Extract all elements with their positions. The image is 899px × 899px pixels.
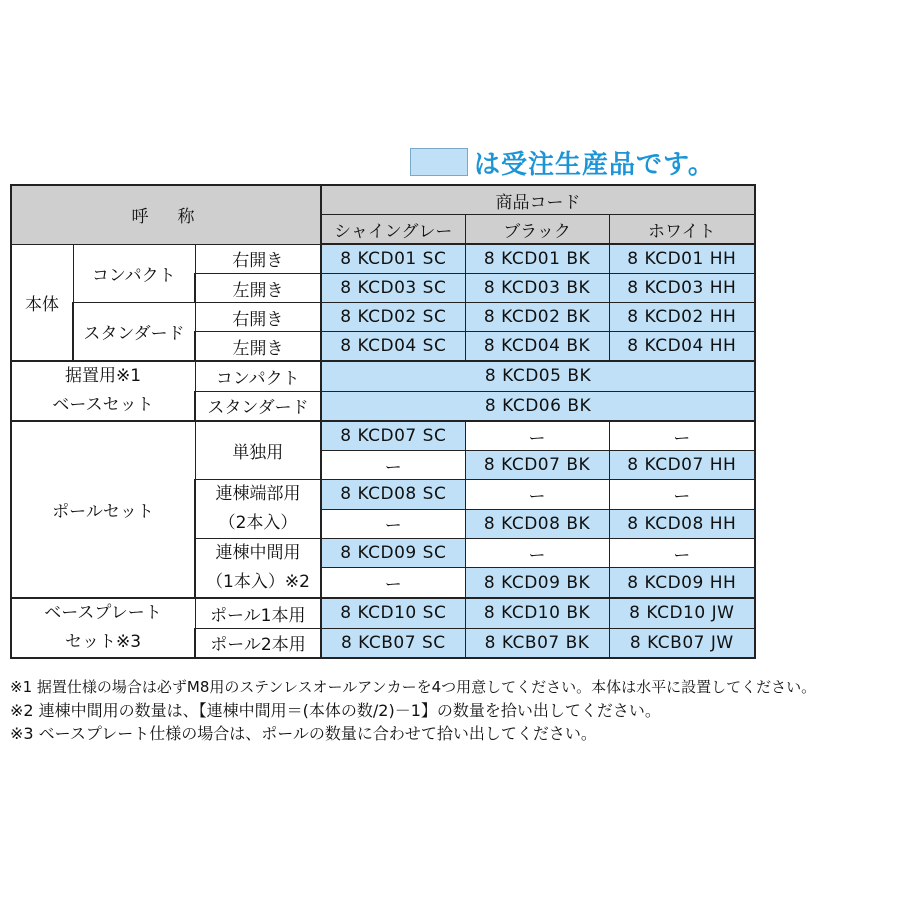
code-cell: 8 KCD05 BK — [321, 361, 755, 391]
code-cell: 8 KCD03 HH — [609, 274, 755, 303]
footnote-3: ※3 ベースプレート仕様の場合は、ポールの数量に合わせて拾い出してください。 — [10, 724, 597, 743]
main-compact-label: コンパクト — [73, 244, 195, 303]
open-right-label: 右開き — [195, 303, 321, 332]
dash-cell: ー — [321, 568, 465, 598]
dash-cell: ー — [609, 480, 755, 510]
header-color-white: ホワイト — [609, 215, 755, 245]
main-standard-label: スタンダード — [73, 303, 195, 362]
footnotes — [10, 676, 816, 745]
pole-end-label-line1: 連棟端部用 — [215, 484, 301, 504]
open-left-label: 左開き — [195, 332, 321, 362]
base-plate-label-line2: セット※3 — [64, 632, 142, 652]
code-cell: 8 KCD10 JW — [609, 598, 755, 628]
code-cell: 8 KCD01 HH — [609, 244, 755, 274]
header-name: 呼 称 — [11, 185, 321, 244]
code-cell: 8 KCD06 BK — [321, 391, 755, 421]
dash-cell: ー — [465, 421, 609, 451]
code-cell: 8 KCD01 SC — [321, 244, 465, 274]
header-color-grey: シャイングレー — [321, 215, 465, 245]
base-set-label-line1: 据置用※1 — [64, 366, 142, 386]
legend-text: は受注生産品です。 — [474, 149, 715, 180]
code-cell: 8 KCD09 SC — [321, 539, 465, 568]
code-cell: 8 KCD04 SC — [321, 332, 465, 362]
product-code-table — [10, 184, 756, 659]
code-cell: 8 KCD10 BK — [465, 598, 609, 628]
code-cell: 8 KCD03 SC — [321, 274, 465, 303]
dash-cell: ー — [465, 480, 609, 510]
base-set-label-line2: ベースセット — [52, 395, 154, 415]
pole-end-label — [195, 480, 321, 539]
pole-mid-label — [195, 539, 321, 599]
pole-end-label-line2: （2本入） — [218, 513, 298, 533]
code-cell: 8 KCD09 BK — [465, 568, 609, 598]
code-cell: 8 KCD04 BK — [465, 332, 609, 362]
code-cell: 8 KCD02 SC — [321, 303, 465, 332]
code-cell: 8 KCD08 BK — [465, 509, 609, 539]
code-cell: 8 KCD07 SC — [321, 421, 465, 451]
dash-cell: ー — [321, 509, 465, 539]
code-cell: 8 KCD04 HH — [609, 332, 755, 362]
code-cell: 8 KCD07 HH — [609, 451, 755, 480]
code-cell: 8 KCD09 HH — [609, 568, 755, 598]
base-compact-label: コンパクト — [195, 361, 321, 391]
code-cell: 8 KCD10 SC — [321, 598, 465, 628]
code-cell: 8 KCD01 BK — [465, 244, 609, 274]
code-cell: 8 KCD08 HH — [609, 509, 755, 539]
base-set-label — [11, 361, 195, 421]
header-color-black: ブラック — [465, 215, 609, 245]
code-cell: 8 KCD03 BK — [465, 274, 609, 303]
code-cell: 8 KCB07 SC — [321, 628, 465, 658]
base-standard-label: スタンダード — [195, 391, 321, 421]
open-right-label: 右開き — [195, 244, 321, 274]
dash-cell: ー — [609, 539, 755, 568]
footnote-2: ※2 連棟中間用の数量は、【連棟中間用＝(本体の数/2)－1】の数量を拾い出してください。 — [10, 701, 661, 720]
code-cell: 8 KCB07 JW — [609, 628, 755, 658]
code-cell: 8 KCD08 SC — [321, 480, 465, 510]
dash-cell: ー — [321, 451, 465, 480]
code-cell: 8 KCD02 BK — [465, 303, 609, 332]
code-cell: 8 KCB07 BK — [465, 628, 609, 658]
footnote-1: ※1 据置仕様の場合は必ずM8用のステンレスオールアンカーを4つ用意してください。本体は水平に設置してください。 — [10, 678, 817, 696]
pole-single-label: 単独用 — [195, 421, 321, 480]
plate-one-pole-label: ポール1本用 — [195, 598, 321, 628]
pole-mid-label-line1: 連棟中間用 — [215, 543, 301, 563]
open-left-label: 左開き — [195, 274, 321, 303]
base-plate-label — [11, 598, 195, 658]
header-product-code: 商品コード — [321, 185, 755, 215]
base-plate-label-line1: ベースプレート — [44, 603, 162, 623]
dash-cell: ー — [465, 539, 609, 568]
legend — [410, 145, 715, 179]
dash-cell: ー — [609, 421, 755, 451]
made-to-order-swatch — [410, 148, 468, 176]
pole-set-label: ポールセット — [11, 421, 195, 598]
pole-mid-label-line2: （1本入）※2 — [206, 572, 310, 592]
main-body-label: 本体 — [11, 244, 73, 361]
plate-two-pole-label: ポール2本用 — [195, 628, 321, 658]
code-cell: 8 KCD02 HH — [609, 303, 755, 332]
code-cell: 8 KCD07 BK — [465, 451, 609, 480]
